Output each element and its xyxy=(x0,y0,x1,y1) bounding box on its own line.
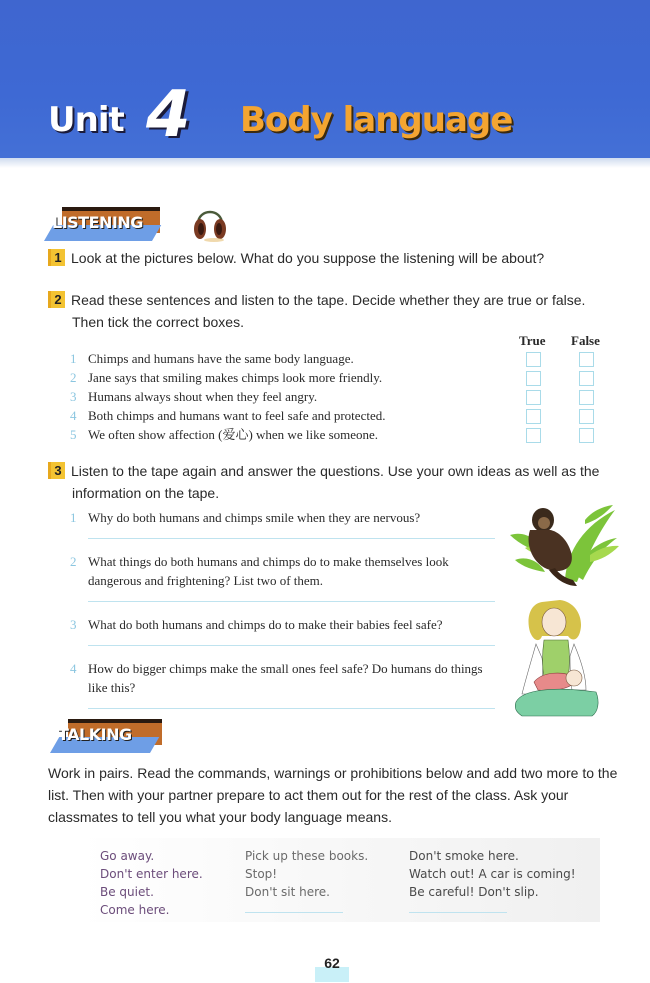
unit-banner xyxy=(0,0,650,158)
task-number-badge: 1 xyxy=(48,249,65,266)
statement-number: 2 xyxy=(70,370,77,385)
statement-number: 4 xyxy=(70,408,77,423)
listening-tag-label: LISTENING xyxy=(52,213,143,232)
task-2 xyxy=(48,289,585,333)
answer-line[interactable] xyxy=(88,708,495,709)
task-number-badge: 2 xyxy=(48,291,65,308)
talking-section-tag xyxy=(50,719,170,755)
statement-row xyxy=(70,368,510,387)
phrase-item: Pick up these books. xyxy=(245,849,369,863)
statement-text: Humans always shout when they feel angry. xyxy=(88,389,318,404)
question-text: What do both humans and chimps do to make their babies feel safe? xyxy=(88,617,443,632)
question-number: 1 xyxy=(70,510,77,525)
false-checkbox-4[interactable] xyxy=(579,409,594,424)
mother-baby-illustration xyxy=(512,598,604,720)
true-checkbox-4[interactable] xyxy=(526,409,541,424)
true-checkbox-1[interactable] xyxy=(526,352,541,367)
headphones-icon xyxy=(190,202,230,242)
task-3 xyxy=(48,460,599,504)
false-checkbox-2[interactable] xyxy=(579,371,594,386)
talking-tag-label: TALKING xyxy=(58,725,132,744)
question-text: What things do both humans and chimps do to make themselves look dangerous and frightening? List two of them. xyxy=(88,554,449,588)
page-number: 62 xyxy=(315,952,349,982)
answer-line[interactable] xyxy=(88,601,495,602)
false-checkbox-1[interactable] xyxy=(579,352,594,367)
question-list xyxy=(70,508,495,709)
answer-line[interactable] xyxy=(88,645,495,646)
statement-text: We often show affection (爱心) when we like someone. xyxy=(88,427,379,442)
phrase-column-2 xyxy=(245,847,368,913)
statement-number: 3 xyxy=(70,389,77,404)
unit-title: Body language xyxy=(240,100,513,140)
banner-fade xyxy=(0,158,650,168)
phrase-item: Be quiet. xyxy=(100,885,154,899)
false-checkbox-5[interactable] xyxy=(579,428,594,443)
task-3-line-1: Listen to the tape again and answer the questions. Use your own ideas as well as the xyxy=(71,463,600,479)
question-text: How do bigger chimps make the small ones feel safe? Do humans do things like this? xyxy=(88,661,483,695)
false-checkbox-3[interactable] xyxy=(579,390,594,405)
phrase-item: Come here. xyxy=(100,903,170,917)
statement-text: Both chimps and humans want to feel safe and protected. xyxy=(88,408,386,423)
statement-row xyxy=(70,406,510,425)
phrase-item: Be careful! Don't slip. xyxy=(409,885,539,899)
true-false-statements xyxy=(70,349,510,444)
question-text: Why do both humans and chimps smile when they are nervous? xyxy=(88,510,421,525)
task-2-line-1: Read these sentences and listen to the tape. Decide whether they are true or false. xyxy=(71,292,586,308)
true-column-header: True xyxy=(519,333,546,348)
statement-row xyxy=(70,425,510,444)
true-checkbox-5[interactable] xyxy=(526,428,541,443)
phrase-column-1 xyxy=(100,847,203,919)
question-item xyxy=(70,552,495,590)
question-number: 2 xyxy=(70,554,77,569)
true-checkbox-2[interactable] xyxy=(526,371,541,386)
unit-label: Unit xyxy=(48,100,124,140)
question-item xyxy=(70,508,495,527)
statement-row xyxy=(70,349,510,368)
statement-number: 1 xyxy=(70,351,77,366)
phrase-item: Go away. xyxy=(100,849,155,863)
unit-number: 4 xyxy=(146,78,191,152)
phrase-item: Don't smoke here. xyxy=(409,849,519,863)
phrase-column-3 xyxy=(409,847,576,913)
statement-row xyxy=(70,387,510,406)
task-1-text: Look at the pictures below. What do you suppose the listening will be about? xyxy=(71,250,545,266)
question-item xyxy=(70,659,495,697)
phrase-item: Don't enter here. xyxy=(100,867,203,881)
statement-text: Jane says that smiling makes chimps look more friendly. xyxy=(88,370,383,385)
chimp-illustration xyxy=(505,500,620,590)
question-number: 4 xyxy=(70,661,77,676)
phrase-item: Watch out! A car is coming! xyxy=(409,867,576,881)
true-checkbox-3[interactable] xyxy=(526,390,541,405)
false-column-header: False xyxy=(571,333,600,348)
talking-instructions: Work in pairs. Read the commands, warnings or prohibitions below and add two more to the list. Then with your partner prepare to act them out for the rest of the class. Ask your classmates to tell you what your body language means. xyxy=(48,765,618,825)
statement-text: Chimps and humans have the same body language. xyxy=(88,351,354,366)
blank-answer-line[interactable] xyxy=(409,912,507,913)
listening-section-tag xyxy=(44,207,164,243)
task-3-line-2: information on the tape. xyxy=(72,485,220,501)
question-number: 3 xyxy=(70,617,77,632)
task-2-line-2: Then tick the correct boxes. xyxy=(72,314,244,330)
task-number-badge: 3 xyxy=(48,462,65,479)
statement-number: 5 xyxy=(70,427,77,442)
answer-line[interactable] xyxy=(88,538,495,539)
task-1 xyxy=(48,247,544,269)
phrase-item: Don't sit here. xyxy=(245,885,330,899)
question-item xyxy=(70,615,495,634)
blank-answer-line[interactable] xyxy=(245,912,343,913)
phrase-item: Stop! xyxy=(245,867,278,881)
